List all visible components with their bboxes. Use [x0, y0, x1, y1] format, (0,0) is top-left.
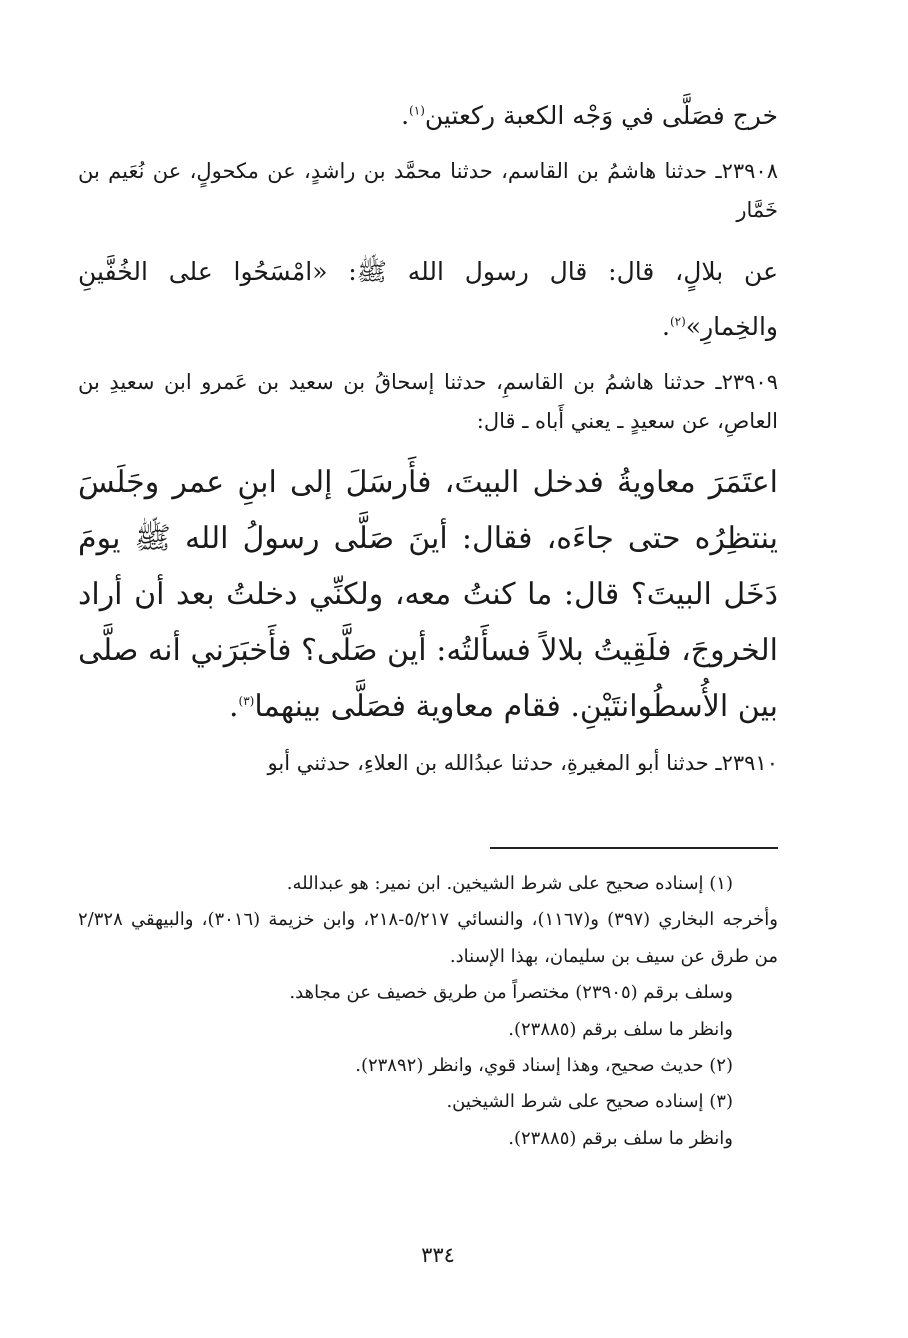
footnote-2: (٢) حديث صحيح، وهذا إسناد قوي، وانظر (٢٣٨٩٢).: [355, 1055, 733, 1077]
hadith-23908-matn-text: عن بلالٍ، قال: قال رسول الله ﷺ: «امْسَحُوا على الخُفَّينِ والخِمارِ»: [78, 257, 778, 341]
footnotes: [78, 866, 778, 1157]
hadith-23908-matn: عن بلالٍ، قال: قال رسول الله ﷺ: «امْسَحُوا على الخُفَّينِ والخِمارِ»$^{(٢)}$.: [78, 257, 778, 341]
hadith-23908-isnad: ٢٣٩٠٨ـ حدثنا هاشمُ بن القاسم، حدثنا محمَّد بن راشدٍ، عن مكحولٍ، عن نُعَيم بن خَمَّار: [78, 159, 778, 222]
page-number: ٣٣٤: [421, 1243, 455, 1267]
narration-end-text: خرج فصَلَّى في وَجْه الكعبة ركعتين: [424, 101, 778, 130]
footnote-1-line-c: وسلف برقم (٢٣٩٠٥) مختصراً من طريق خصيف عن مجاهد.: [289, 982, 733, 1004]
footnote-marker-3: (٣): [238, 694, 255, 708]
hadith-23910-isnad: ٢٣٩١٠ـ حدثنا أبو المغيرةِ، حدثنا عبدُالله بن العلاءِ، حدثني أبو: [267, 751, 778, 775]
book-page: [78, 88, 778, 1288]
footnote-1-line-b: وأخرجه البخاري (٣٩٧) و(١١٦٧)، والنسائي ٥/٢١٧-٢١٨، وابن خزيمة (٣٠١٦)، والبيهقي ٢/٣٢٨ من طرق عن سيف بن سليمان، بهذا الإسناد.: [78, 909, 778, 967]
footnote-separator: [490, 847, 778, 849]
footnote-marker-1: (١): [409, 103, 425, 118]
hadith-23909-matn-text: اعتَمَرَ معاويةُ فدخل البيتَ، فأَرسَلَ إلى ابنِ عمر وجَلَسَ ينتظِرُه حتى جاءَه، فقال: أينَ صَلَّى رسولُ الله ﷺ يومَ دَخَل البيتَ؟ قال: ما كنتُ معه، ولكنِّي دخلتُ بعد أن أراد الخروجَ، فلَقِيتُ بلالاً فسأَلتُه: أين صَلَّى؟ فأَخبَرَني أنه صلَّى بين الأُسطُوانتَيْنِ. فقام معاوية فصَلَّى بينهما: [78, 465, 778, 724]
footnote-3-line-b: وانظر ما سلف برقم (٢٣٨٨٥).: [508, 1127, 733, 1149]
footnote-1-line-d: وانظر ما سلف برقم (٢٣٨٨٥).: [508, 1018, 733, 1040]
footnote-marker-2: (٢): [669, 314, 686, 329]
hadith-23909-matn: اعتَمَرَ معاويةُ فدخل البيتَ، فأَرسَلَ إلى ابنِ عمر وجَلَسَ ينتظِرُه حتى جاءَه، فقال: أينَ صَلَّى رسولُ الله ﷺ يومَ دَخَل البيتَ؟ قال: ما كنتُ معه، ولكنِّي دخلتُ بعد أن أراد الخروجَ، فلَقِيتُ بلالاً فسأَلتُه: أين صَلَّى؟ فأَخبَرَني أنه صلَّى بين الأُسطُوانتَيْنِ. فقام معاوية فصَلَّى بينهما$^{(٣)}$.: [78, 465, 778, 724]
footnote-3-line-a: (٣) إسناده صحيح على شرط الشيخين.: [446, 1091, 733, 1113]
footnote-1-line-a: (١) إسناده صحيح على شرط الشيخين. ابن نمير: هو عبدالله.: [286, 873, 733, 894]
hadith-23909-isnad: ٢٣٩٠٩ـ حدثنا هاشمُ بن القاسمِ، حدثنا إسحاقُ بن سعيد بن عَمرو ابن سعيدِ بن العاصِ، عن سعيدٍ ـ يعني أَباه ـ قال:: [78, 370, 778, 433]
narration-end: خرج فصَلَّى في وَجْه الكعبة ركعتين$^{(١)}$.: [401, 101, 778, 130]
